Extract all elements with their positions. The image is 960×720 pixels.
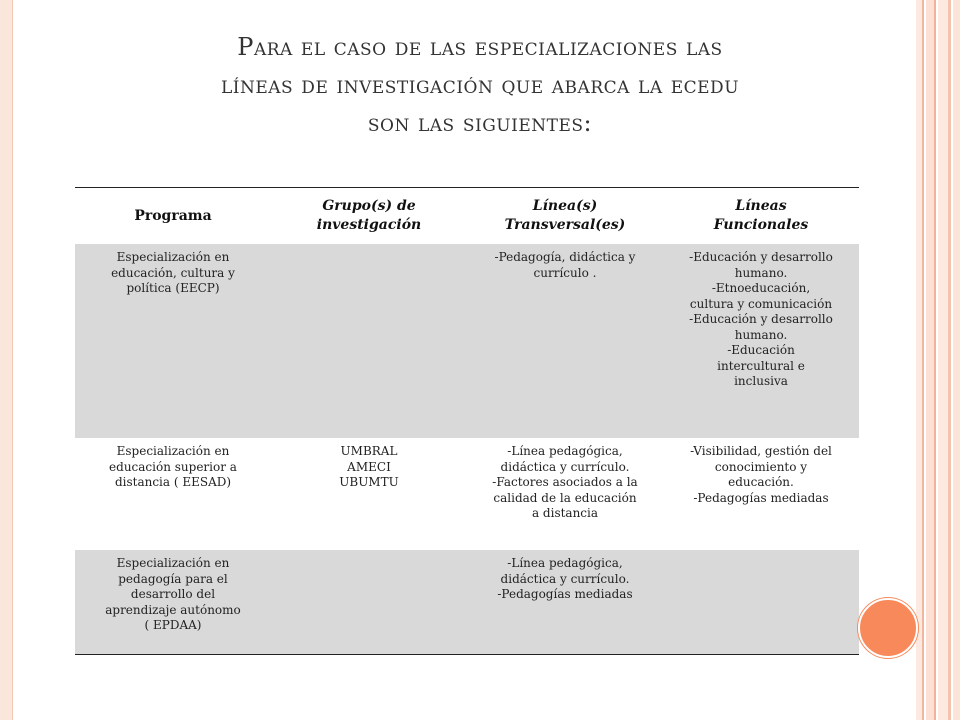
cell-programa: Especialización en educación superior a distancia ( EESAD) bbox=[109, 444, 237, 489]
table-row bbox=[75, 438, 859, 550]
header-lineas-funcionales: Líneas Funcionales bbox=[713, 198, 809, 233]
cell-transversal: -Línea pedagógica, didáctica y currículo. -Pedagogías mediadas bbox=[467, 550, 663, 654]
header-grupos: Grupo(s) de investigación bbox=[316, 198, 422, 233]
cell-funcionales: -Visibilidad, gestión del conocimiento y educación. -Pedagogías mediadas bbox=[690, 444, 832, 505]
decor-stripe bbox=[938, 0, 948, 720]
decor-circle bbox=[858, 598, 918, 658]
table-header-row bbox=[75, 188, 859, 245]
right-decor-bars bbox=[916, 0, 960, 720]
header-lineas-transversales: Línea(s) Transversal(es) bbox=[504, 198, 626, 233]
decor-stripe bbox=[953, 0, 960, 720]
cell-funcionales: -Educación y desarrollo humano. -Etnoeducación, cultura y comunicación -Educación y desarrollo humano. -Educación intercultural e inclusiva bbox=[663, 244, 859, 438]
cell-funcionales bbox=[663, 550, 859, 654]
table-row bbox=[75, 550, 859, 654]
decor-stripe bbox=[926, 0, 934, 720]
header-programa: Programa bbox=[134, 207, 212, 224]
cell-transversal: -Pedagogía, didáctica y currículo . bbox=[467, 244, 663, 438]
left-decor-bar bbox=[0, 0, 13, 720]
cell-grupos bbox=[271, 244, 467, 438]
decor-stripe bbox=[922, 0, 924, 720]
title-line-1: Para el caso de las especializaciones las bbox=[237, 33, 723, 61]
research-lines-table bbox=[75, 187, 859, 655]
decor-stripe bbox=[948, 0, 951, 720]
cell-programa: Especialización en pedagogía para el desarrollo del aprendizaje autónomo ( EPDAA) bbox=[75, 550, 271, 654]
title-line-3: son las siguientes: bbox=[367, 109, 593, 137]
cell-grupos bbox=[271, 550, 467, 654]
table-row bbox=[75, 244, 859, 438]
slide-title bbox=[80, 28, 880, 142]
cell-transversal: -Línea pedagógica, didáctica y currículo. -Factores asociados a la calidad de la educación a distancia bbox=[492, 444, 638, 520]
title-line-2: líneas de investigación que abarca la ecedu bbox=[220, 71, 740, 99]
decor-stripe bbox=[934, 0, 936, 720]
cell-grupos: UMBRAL AMECI UBUMTU bbox=[339, 444, 399, 489]
cell-programa: Especialización en educación, cultura y política (EECP) bbox=[75, 244, 271, 438]
